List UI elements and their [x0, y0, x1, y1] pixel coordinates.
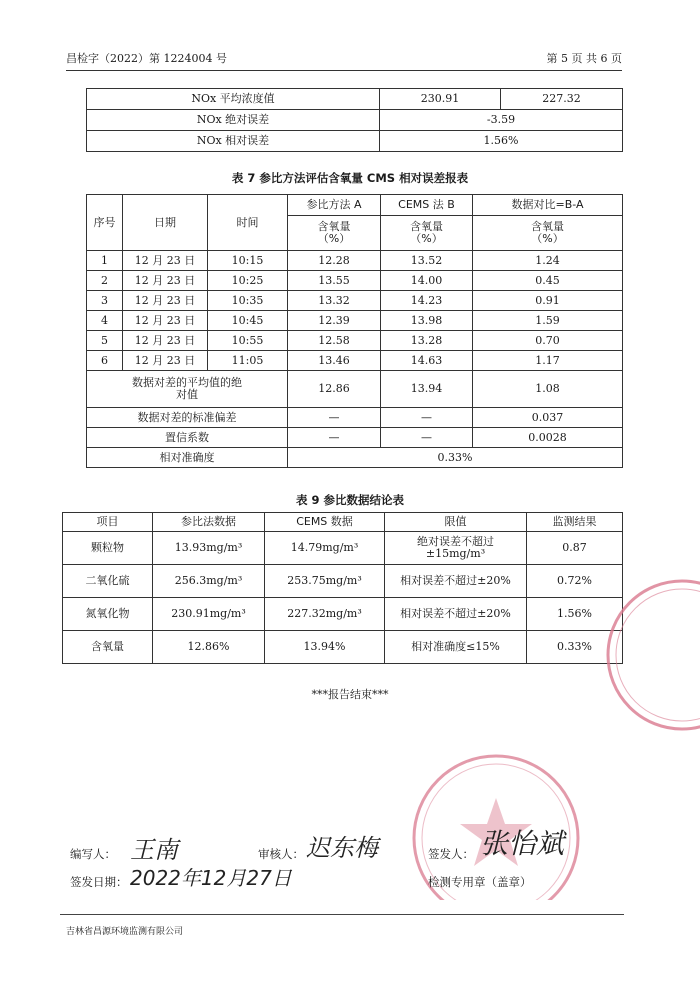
cell-ref: 230.91mg/m³: [153, 598, 265, 631]
header-ref-method: 参比方法 A: [288, 195, 381, 216]
table-row: [87, 331, 623, 351]
cell-ref: 12.86%: [153, 631, 265, 664]
cell-time: 10:15: [208, 251, 288, 271]
header-result: 监测结果: [527, 513, 623, 532]
issuer-label: 签发人：: [428, 847, 474, 861]
table-row: [87, 448, 623, 468]
cell-limit: 相对误差不超过±20%: [385, 598, 527, 631]
cell-no: 2: [87, 271, 123, 291]
nox-abs-error-value: -3.59: [380, 110, 623, 131]
cell-cems: 227.32mg/m³: [265, 598, 385, 631]
cell-item: 氮氧化物: [63, 598, 153, 631]
cell-no: 6: [87, 351, 123, 371]
footer-divider: [60, 914, 624, 915]
cell-diff: 0.45: [473, 271, 623, 291]
cell-no: 4: [87, 311, 123, 331]
footer-company: 吉林省昌源环境监测有限公司: [66, 927, 184, 937]
table-row: [87, 351, 623, 371]
sd-label: 数据对差的标准偏差: [87, 408, 288, 428]
company-seal-icon: [592, 575, 700, 735]
header-date: 日期: [123, 195, 208, 251]
accuracy-label: 相对准确度: [87, 448, 288, 468]
header-diff: 数据对比=B-A: [473, 195, 623, 216]
reviewer-label: 审核人：: [258, 847, 304, 861]
cell-cems: 253.75mg/m³: [265, 565, 385, 598]
conf-diff: 0.0028: [473, 428, 623, 448]
table-row: [87, 251, 623, 271]
cell-date: 12 月 23 日: [123, 291, 208, 311]
cell-item: 含氧量: [63, 631, 153, 664]
o2-unit: （%）: [531, 232, 564, 245]
mean-cems: 13.94: [381, 371, 473, 408]
header-o2-b: [381, 216, 473, 251]
nox-summary-table: [86, 88, 623, 152]
cell-cems: 13.52: [381, 251, 473, 271]
mean-diff: 1.08: [473, 371, 623, 408]
cell-limit: 相对准确度≤15%: [385, 631, 527, 664]
document-number: 昌检字（2022）第 1224004 号: [66, 52, 227, 65]
sd-ref: —: [288, 408, 381, 428]
header-item: 项目: [63, 513, 153, 532]
cell-date: 12 月 23 日: [123, 251, 208, 271]
cell-cems: 13.98: [381, 311, 473, 331]
conf-ref: —: [288, 428, 381, 448]
table-row: [63, 598, 623, 631]
sd-diff: 0.037: [473, 408, 623, 428]
cell-cems: 14.23: [381, 291, 473, 311]
table-row: [87, 131, 623, 152]
table9-caption: 表 9 参比数据结论表: [295, 493, 404, 507]
o2-label: 含氧量: [317, 220, 351, 233]
cell-result: 1.56%: [527, 598, 623, 631]
table-row: [87, 110, 623, 131]
cell-no: 1: [87, 251, 123, 271]
table-row: [87, 371, 623, 408]
nox-abs-error-label: NOx 绝对误差: [87, 110, 380, 131]
table-row: [87, 311, 623, 331]
header-limit: 限值: [385, 513, 527, 532]
cell-item: 二氧化硫: [63, 565, 153, 598]
writer-label: 编写人：: [70, 847, 116, 861]
writer-signature: 王南: [130, 836, 178, 864]
table-row: [87, 291, 623, 311]
cell-date: 12 月 23 日: [123, 351, 208, 371]
cell-ref: 13.93mg/m³: [153, 532, 265, 565]
cell-diff: 1.59: [473, 311, 623, 331]
table7-caption: 表 7 参比方法评估含氧量 CMS 相对误差报表: [231, 171, 469, 185]
cell-result: 0.33%: [527, 631, 623, 664]
cell-ref: 13.32: [288, 291, 381, 311]
cell-cems: 14.00: [381, 271, 473, 291]
issue-date-label: 签发日期：: [70, 875, 128, 889]
o2-label: 含氧量: [410, 220, 443, 233]
cell-ref: 12.39: [288, 311, 381, 331]
header-cems-data: CEMS 数据: [265, 513, 385, 532]
o2-unit: （%）: [410, 232, 443, 245]
nox-mean-b: 227.32: [501, 89, 623, 110]
header-o2-d: [473, 216, 623, 251]
cell-diff: 1.17: [473, 351, 623, 371]
cell-date: 12 月 23 日: [123, 331, 208, 351]
cell-date: 12 月 23 日: [123, 311, 208, 331]
table-row: [87, 408, 623, 428]
o2-unit: （%）: [317, 232, 351, 245]
cell-ref: 13.46: [288, 351, 381, 371]
reviewer-signature: 迟东梅: [306, 834, 378, 862]
mean-ref: 12.86: [288, 371, 381, 408]
cell-cems: 13.28: [381, 331, 473, 351]
nox-rel-error-value: 1.56%: [380, 131, 623, 152]
cell-time: 10:35: [208, 291, 288, 311]
header-o2-a: [288, 216, 381, 251]
cell-diff: 0.70: [473, 331, 623, 351]
issue-date-handwritten: 2022年12月27日: [130, 866, 292, 890]
cell-no: 5: [87, 331, 123, 351]
header-no: 序号: [87, 195, 123, 251]
cell-ref: 12.28: [288, 251, 381, 271]
cell-no: 3: [87, 291, 123, 311]
cell-ref: 12.58: [288, 331, 381, 351]
cell-result: 0.87: [527, 532, 623, 565]
sd-cems: —: [381, 408, 473, 428]
table-row: [87, 271, 623, 291]
table7-oxygen-error: [86, 194, 623, 468]
table9-conclusion: [62, 512, 623, 664]
cell-time: 10:55: [208, 331, 288, 351]
cell-time: 10:25: [208, 271, 288, 291]
table-row: [87, 428, 623, 448]
header-time: 时间: [208, 195, 288, 251]
issuer-signature: 张怡斌: [480, 827, 565, 860]
seal-label: 检测专用章（盖章）: [428, 875, 532, 889]
cell-time: 11:05: [208, 351, 288, 371]
table-row: [63, 631, 623, 664]
table-header-row: [63, 513, 623, 532]
cell-cems: 14.63: [381, 351, 473, 371]
header-cems-method: CEMS 法 B: [381, 195, 473, 216]
cell-cems: 13.94%: [265, 631, 385, 664]
table-row: [63, 565, 623, 598]
header-divider: [66, 70, 622, 71]
cell-result: 0.72%: [527, 565, 623, 598]
conf-label: 置信系数: [87, 428, 288, 448]
cell-ref: 13.55: [288, 271, 381, 291]
cell-ref: 256.3mg/m³: [153, 565, 265, 598]
cell-limit: 绝对误差不超过±15mg/m³: [385, 532, 527, 565]
cell-item: 颗粒物: [63, 532, 153, 565]
nox-mean-a: 230.91: [380, 89, 501, 110]
o2-label: 含氧量: [531, 220, 564, 233]
cell-cems: 14.79mg/m³: [265, 532, 385, 565]
table-row: [87, 89, 623, 110]
table-row: [63, 532, 623, 565]
cell-date: 12 月 23 日: [123, 271, 208, 291]
cell-time: 10:45: [208, 311, 288, 331]
conf-cems: —: [381, 428, 473, 448]
mean-label: 数据对差的平均值的绝对值: [87, 371, 288, 408]
report-end-marker: ***报告结束***: [311, 688, 389, 701]
accuracy-value: 0.33%: [288, 448, 623, 468]
cell-limit: 相对误差不超过±20%: [385, 565, 527, 598]
nox-mean-label: NOx 平均浓度值: [87, 89, 380, 110]
cell-diff: 0.91: [473, 291, 623, 311]
nox-rel-error-label: NOx 相对误差: [87, 131, 380, 152]
header-ref-data: 参比法数据: [153, 513, 265, 532]
page-indicator: 第 5 页 共 6 页: [546, 52, 622, 65]
cell-diff: 1.24: [473, 251, 623, 271]
